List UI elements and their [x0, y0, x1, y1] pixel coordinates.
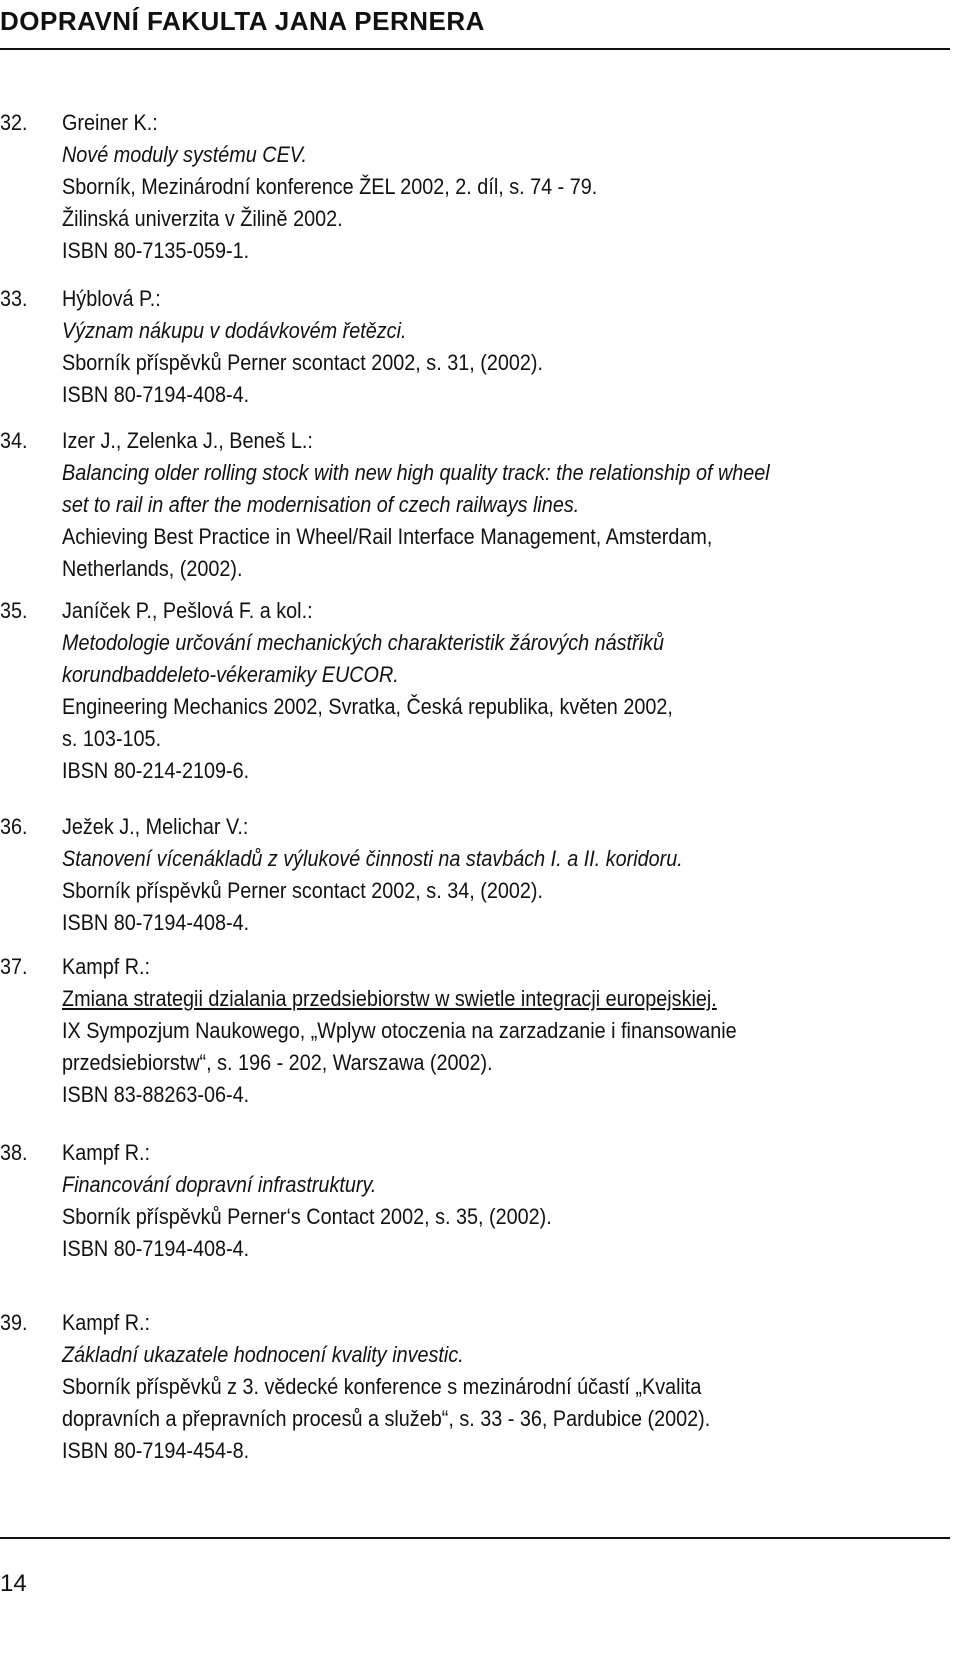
- entry-number: 37.: [0, 954, 28, 979]
- entry-line: s. 103-105.: [62, 726, 162, 751]
- entry-number: 39.: [0, 1310, 28, 1335]
- entry-line: Zmiana strategii dzialania przedsiebiorstw w swietle integracji europejskiej.: [62, 986, 717, 1011]
- entry-line: ISBN 80-7194-408-4.: [62, 1236, 250, 1261]
- entry-line: ISBN 80-7194-408-4.: [62, 382, 250, 407]
- entry-authors: Kampf R.:: [62, 954, 151, 979]
- entry-line: Netherlands, (2002).: [62, 556, 243, 581]
- entry-lines: [62, 283, 950, 411]
- entry-line: Metodologie určování mechanických charakteristik žárových nástřiků: [62, 630, 664, 655]
- entry-number: 33.: [0, 286, 28, 311]
- entry-line: ISBN 80-7194-408-4.: [62, 910, 250, 935]
- entry-line: Základní ukazatele hodnocení kvality investic.: [62, 1342, 464, 1367]
- entry-authors: Ježek J., Melichar V.:: [62, 814, 249, 839]
- entry-line: Žilinská univerzita v Žilině 2002.: [62, 206, 343, 231]
- entry-line: Achieving Best Practice in Wheel/Rail Interface Management, Amsterdam,: [62, 524, 713, 549]
- entry-authors: Hýblová P.:: [62, 286, 161, 311]
- entry-lines: [62, 425, 950, 585]
- entry-line: IX Sympozjum Naukowego, „Wplyw otoczenia na zarzadzanie i finansowanie: [62, 1018, 737, 1043]
- entry-line: Balancing older rolling stock with new high quality track: the relationship of wheel: [62, 460, 770, 485]
- entry-line: Engineering Mechanics 2002, Svratka, Česká republika, květen 2002,: [62, 694, 673, 719]
- entry-line: korundbaddeleto-vékeramiky EUCOR.: [62, 662, 399, 687]
- entry-number: 38.: [0, 1140, 28, 1165]
- entry-line: ISBN 83-88263-06-4.: [62, 1082, 250, 1107]
- entry-line: Nové moduly systému CEV.: [62, 142, 308, 167]
- entry-authors: Janíček P., Pešlová F. a kol.:: [62, 598, 313, 623]
- entry-lines: [62, 1137, 950, 1265]
- entry-line: Sborník příspěvků Perner scontact 2002, s. 34, (2002).: [62, 878, 543, 903]
- entry-line: Stanovení vícenákladů z výlukové činnosti na stavbách I. a II. koridoru.: [62, 846, 683, 871]
- entry-line: Financování dopravní infrastruktury.: [62, 1172, 377, 1197]
- entry-lines: [62, 811, 950, 939]
- entry-line: przedsiebiorstw“, s. 196 - 202, Warszawa (2002).: [62, 1050, 493, 1075]
- entry-line: dopravních a přepravních procesů a služeb“, s. 33 - 36, Pardubice (2002).: [62, 1406, 711, 1431]
- entry-line: ISBN 80-7135-059-1.: [62, 238, 250, 263]
- entry-lines: [62, 951, 950, 1111]
- page-number: 14: [0, 1570, 27, 1597]
- entry-number: 36.: [0, 814, 28, 839]
- entry-line: IBSN 80-214-2109-6.: [62, 758, 250, 783]
- header-rule: [0, 48, 950, 50]
- entry-line: Sborník příspěvků Perner‘s Contact 2002, s. 35, (2002).: [62, 1204, 552, 1229]
- entry-authors: Greiner K.:: [62, 110, 158, 135]
- entry-line: Sborník příspěvků z 3. vědecké konference s mezinárodní účastí „Kvalita: [62, 1374, 702, 1399]
- entry-authors: Kampf R.:: [62, 1310, 151, 1335]
- entry-line: ISBN 80-7194-454-8.: [62, 1438, 250, 1463]
- entry-authors: Izer J., Zelenka J., Beneš L.:: [62, 428, 313, 453]
- entry-lines: [62, 1307, 950, 1467]
- entry-number: 34.: [0, 428, 28, 453]
- entry-number: 32.: [0, 110, 28, 135]
- entry-lines: [62, 595, 950, 787]
- entry-authors: Kampf R.:: [62, 1140, 151, 1165]
- page-header-title: DOPRAVNÍ FAKULTA JANA PERNERA: [0, 6, 485, 36]
- entry-line: Sborník, Mezinárodní konference ŽEL 2002, 2. díl, s. 74 - 79.: [62, 174, 598, 199]
- entry-number: 35.: [0, 598, 28, 623]
- entry-line: Význam nákupu v dodávkovém řetězci.: [62, 318, 407, 343]
- entry-line: set to rail in after the modernisation of czech railways lines.: [62, 492, 580, 517]
- entry-line: Sborník příspěvků Perner scontact 2002, s. 31, (2002).: [62, 350, 543, 375]
- footer-rule: [0, 1537, 950, 1539]
- entry-lines: [62, 107, 950, 267]
